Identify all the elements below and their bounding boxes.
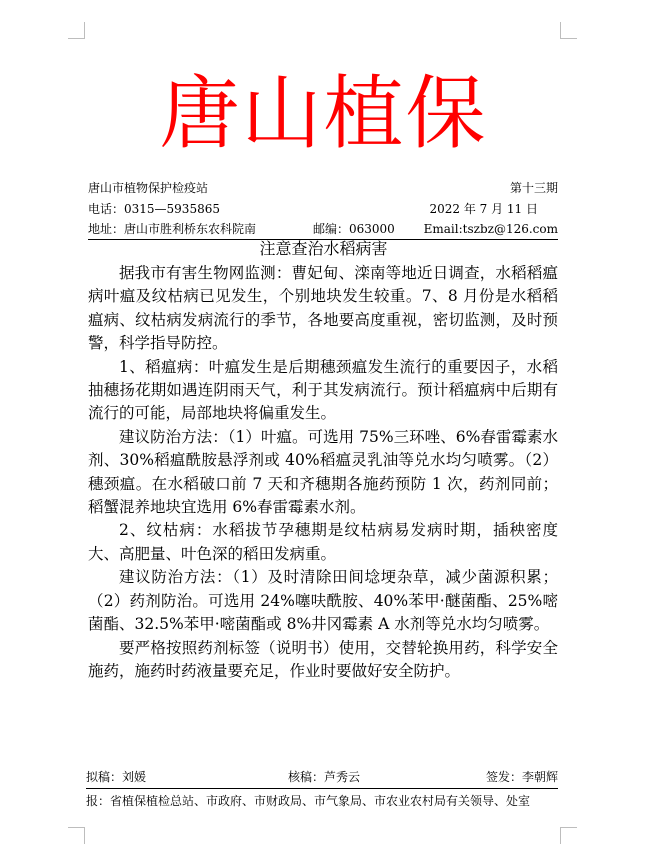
crop-mark-top-right <box>560 22 577 39</box>
address: 地址：唐山市胜利桥东农科院南 <box>88 222 257 236</box>
issue-number: 第十三期 <box>509 181 558 195</box>
footer-distribution: 报：省植保植检总站、市政府、市财政局、市气象局、市农业农村局有关领导、处室 <box>86 794 531 808</box>
paragraph-sheath-blight: 2、纹枯病：水稻拔节孕穗期是纹枯病易发病时期，插秧密度大、高肥量、叶色深的稻田发病重。 <box>88 521 558 563</box>
header-row-contact <box>88 201 558 217</box>
footer-signatures <box>86 769 558 789</box>
email: Email:tszbz@126.com <box>423 222 558 236</box>
signer: 签发：李朝辉 <box>485 770 558 784</box>
crop-mark-bottom-right <box>560 827 577 844</box>
issue-date: 2022 年 7 月 11 日 <box>429 202 538 216</box>
article-body <box>88 262 558 683</box>
paragraph-rice-blast: 1、稻瘟病：叶瘟发生是后期穗颈瘟发生流行的重要因子，水稻抽穗扬花期如遇连阴雨天气，利于其发病流行。预计稻瘟病中后期有流行的可能，局部地块将偏重发生。 <box>88 357 558 423</box>
reviewer: 核稿：芦秀云 <box>288 770 361 784</box>
phone-number: 电话：0315—5935865 <box>88 202 220 216</box>
header-row-org <box>88 180 558 196</box>
paragraph-safety: 要严格按照药剂标签（说明书）使用，交替轮换用药，科学安全施药，施药时药液量要充足，作业时要做好安全防护。 <box>88 638 558 680</box>
paragraph-rice-blast-control: 建议防治方法：（1）叶瘟。可选用 75%三环唑、6%春雷霉素水剂、30%稻瘟酰胺悬浮剂或 40%稻瘟灵乳油等兑水均匀喷雾。（2）穗颈瘟。在水稻破口前 7 天和齐穗期各施药预防 1 次，药剂同前；稻蟹混养地块宜选用 6%春雷霉素水剂。 <box>88 427 558 517</box>
masthead-title: 唐山植保 <box>159 67 488 160</box>
header-row-address <box>88 221 558 240</box>
crop-mark-top-left <box>68 22 85 39</box>
postcode: 邮编：063000 <box>313 222 395 236</box>
crop-mark-bottom-left <box>68 827 85 844</box>
article-title: 注意查治水稻病害 <box>259 239 388 258</box>
drafter: 拟稿：刘媛 <box>86 770 147 784</box>
paragraph-intro: 据我市有害生物网监测：曹妃甸、滦南等地近日调查，水稻稻瘟病叶瘟及纹枯病已见发生，个别地块发生较重。7、8 月份是水稻稻瘟病、纹枯病发病流行的季节，各地要高度重视，密切监测，及时预警，科学指导防控。 <box>88 264 558 353</box>
paragraph-sheath-blight-control: 建议防治方法：（1）及时清除田间埝埂杂草，减少菌源积累；（2）药剂防治。可选用 24%噻呋酰胺、40%苯甲·醚菌酯、25%嘧菌酯、32.5%苯甲·嘧菌酯或 8%井冈霉素 A 水剂等兑水均匀喷雾。 <box>88 568 558 634</box>
org-name: 唐山市植物保护检疫站 <box>88 181 209 195</box>
